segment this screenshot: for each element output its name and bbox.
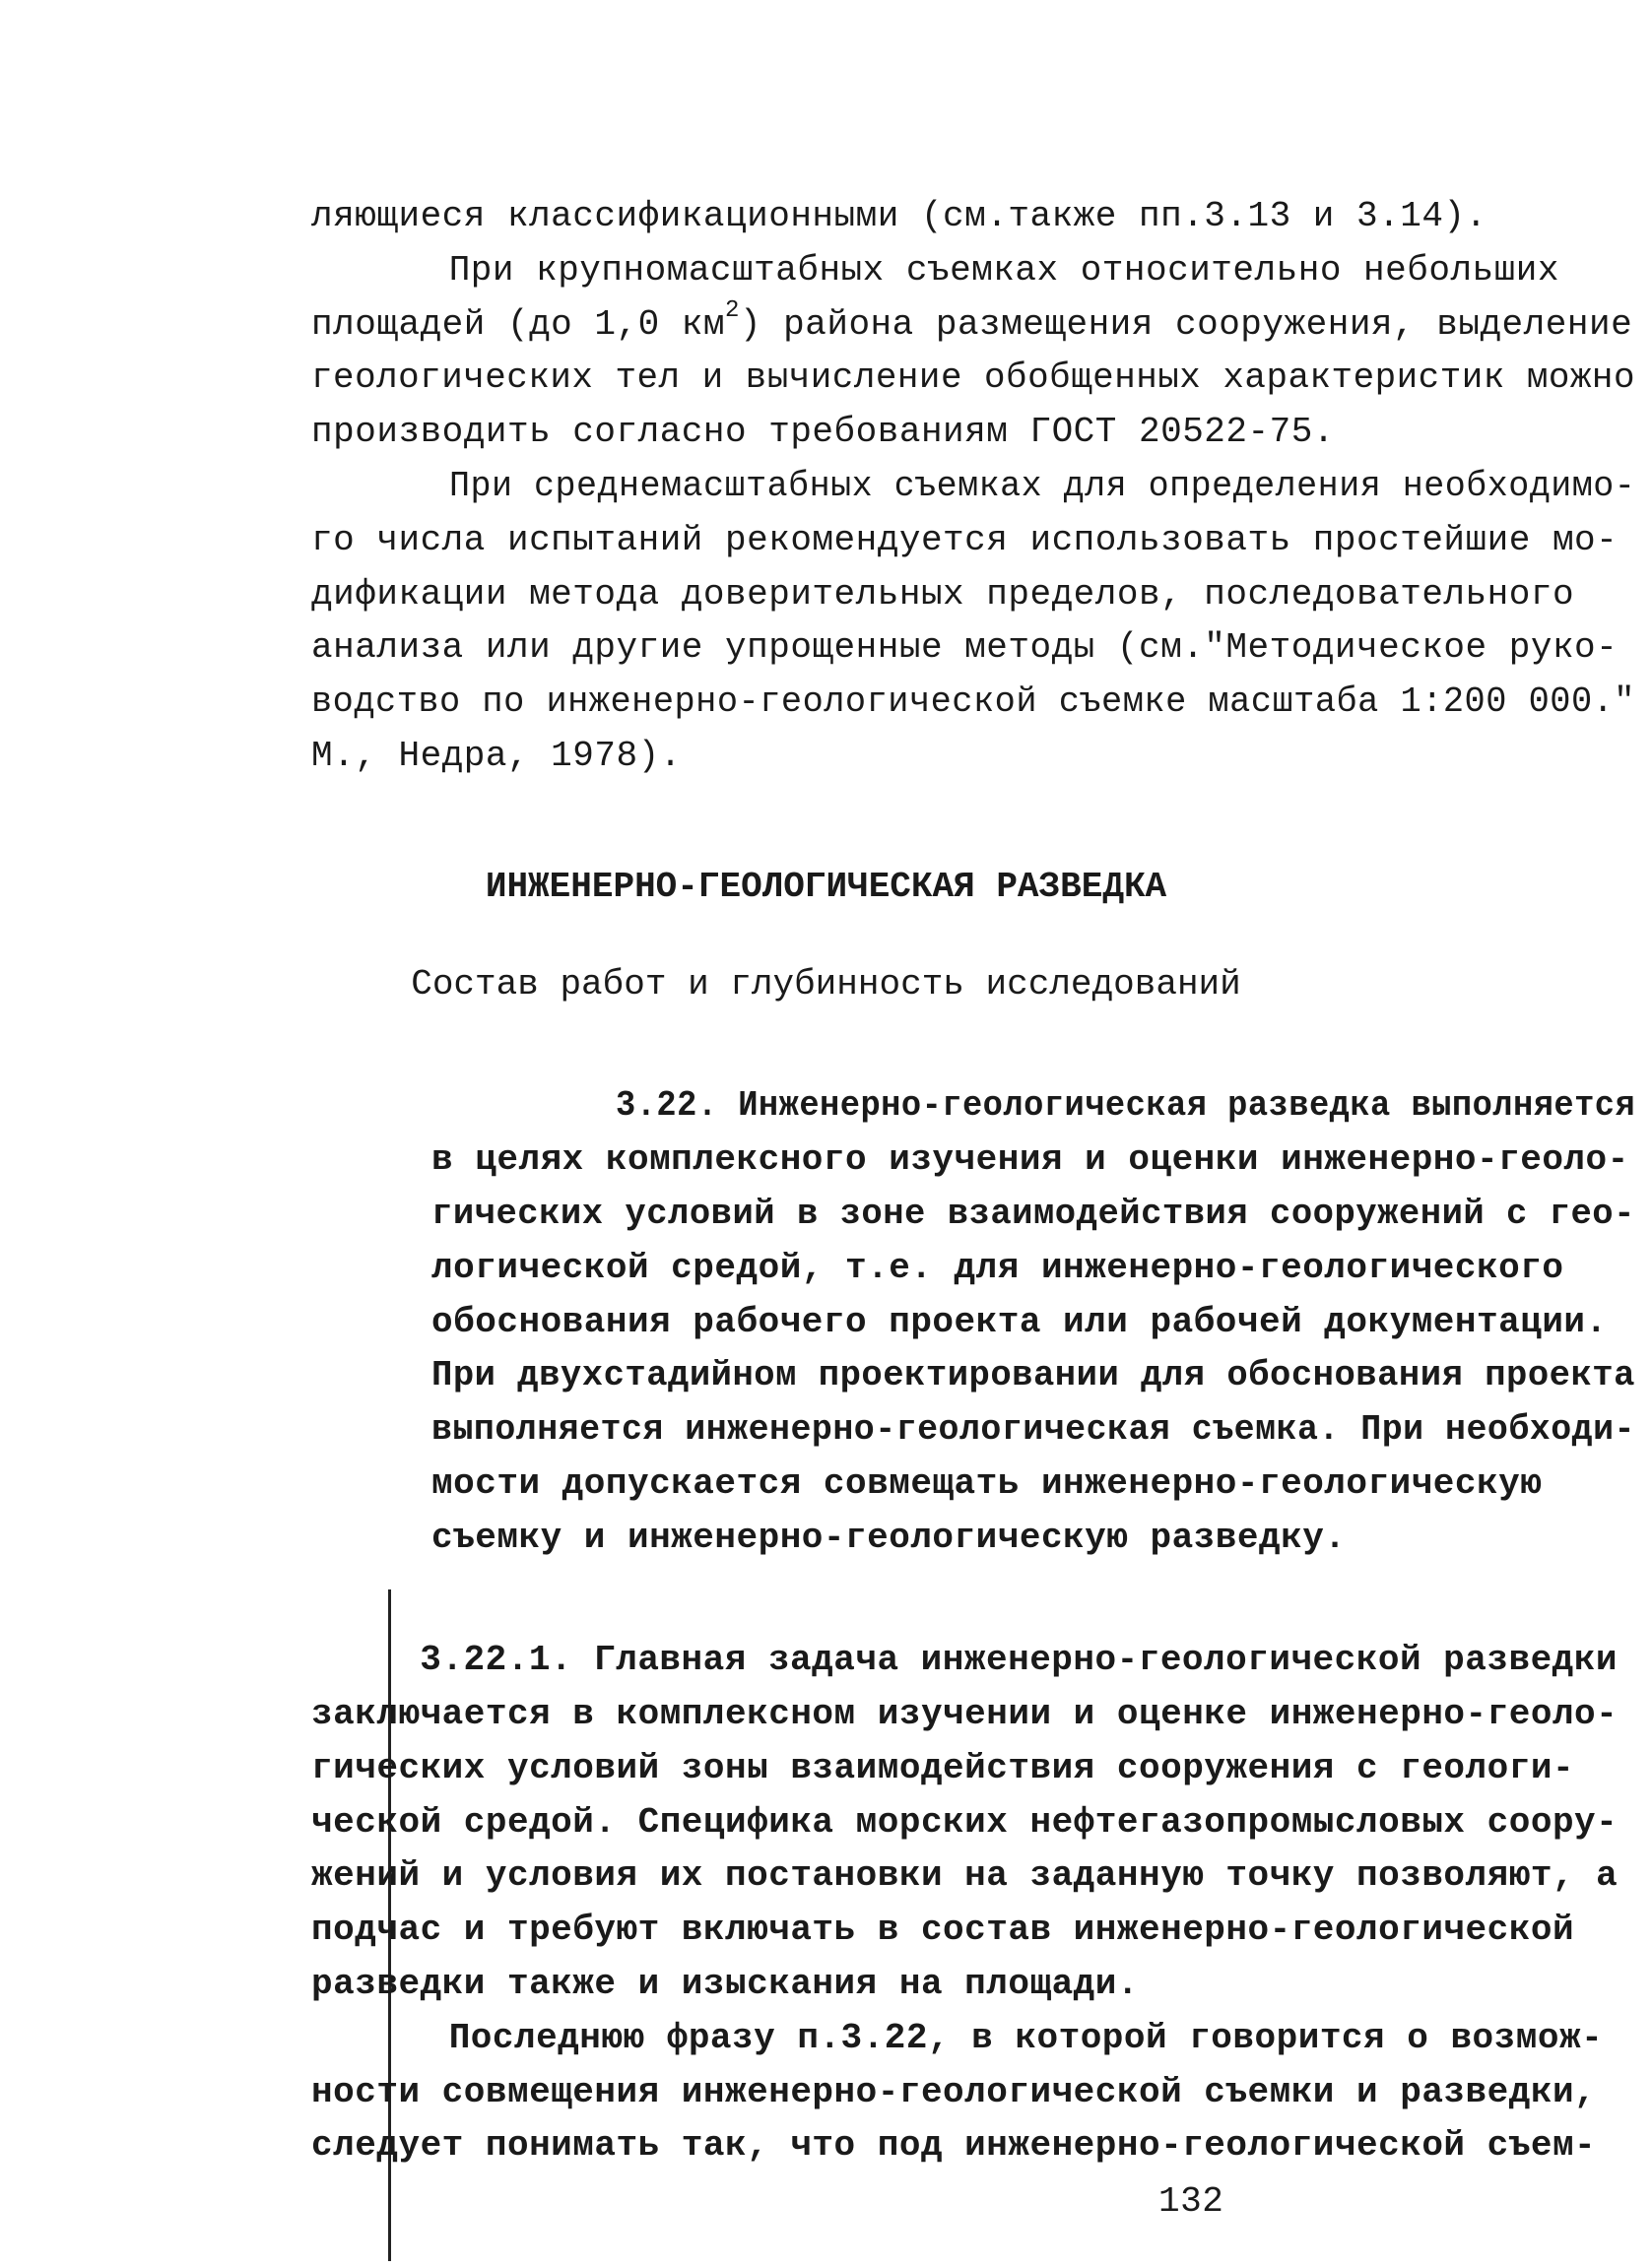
section-subtitle: Состав работ и глубинность исследований — [411, 964, 1241, 1005]
last-para-line-2: ности совмещения инженерно-геологической съемки и разведки, — [311, 2071, 1597, 2112]
large-scale-line-3: геологических тел и вычисление обобщенных характеристик можно — [311, 357, 1636, 399]
clause-3-22-line-3: гических условий в зоне взаимодействия сооружений с гео- — [431, 1193, 1635, 1234]
superscript-two: 2 — [725, 296, 740, 324]
last-para-line-3: следует понимать так, что под инженерно-геологической съем- — [311, 2125, 1597, 2167]
large-scale-line-1: При крупномасштабных съемках относительно небольших — [448, 249, 1559, 291]
clause-3-22-line-1: 3.22. Инженерно-геологическая разведка выполняется — [615, 1085, 1635, 1127]
clause-3-22-line-2: в целях комплексного изучения и оценки инженерно-геоло- — [431, 1139, 1629, 1181]
large-scale-line-4: производить согласно требованиям ГОСТ 20522-75. — [311, 412, 1335, 453]
clause-3-22-line-5: обоснования рабочего проекта или рабочей документации. — [431, 1301, 1608, 1342]
clause-3-22-line-7: выполняется инженерно-геологическая съемка. При необходи- — [431, 1409, 1636, 1451]
section-title: ИНЖЕНЕРНО-ГЕОЛОГИЧЕСКАЯ РАЗВЕДКА — [485, 867, 1167, 908]
medium-scale-line-3: дификации метода доверительных пределов, последовательного — [311, 573, 1575, 615]
clause-3-22-1-line-3: гических условий зоны взаимодействия сооружения с геологи- — [311, 1747, 1575, 1788]
clause-3-22-line-4: логической средой, т.е. для инженерно-геологического — [431, 1247, 1564, 1288]
clause-3-22-line-8: мости допускается совмещать инженерно-геологическую — [431, 1462, 1543, 1504]
intro-line: ляющиеся классификационными (см.также пп.3.13 и 3.14). — [311, 195, 1487, 236]
clause-3-22-1-line-2: заключается в комплексном изучении и оценке инженерно-геоло- — [311, 1693, 1619, 1734]
clause-3-22-1-line-5: жений и условия их постановки на заданную точку позволяют, а — [311, 1855, 1619, 1897]
clause-3-22-line-6: При двухстадийном проектировании для обоснования проекта — [431, 1355, 1635, 1396]
clause-3-22-1-line-4: ческой средой. Специфика морских нефтегазопромысловых соору- — [311, 1801, 1619, 1843]
medium-scale-line-4: анализа или другие упрощенные методы (см."Методическое руко- — [311, 627, 1619, 669]
clause-3-22-1-line-7: разведки также и изыскания на площади. — [311, 1963, 1139, 2004]
medium-scale-line-5: водство по инженерно-геологической съемке масштаба 1:200 000." — [311, 681, 1636, 723]
medium-scale-line-6: М., Недра, 1978). — [311, 735, 682, 776]
large-scale-line-2: площадей (до 1,0 $км^2$) района размещения сооружения, выделение — [311, 296, 1633, 345]
medium-scale-line-2: го числа испытаний рекомендуется использовать простейшие мо- — [311, 519, 1619, 560]
clause-3-22-1-line-6: подчас и требуют включать в состав инженерно-геологической — [311, 1910, 1575, 1951]
clause-3-22-line-9: съемку и инженерно-геологическую разведку. — [431, 1517, 1347, 1558]
page-number: 132 — [1158, 2180, 1224, 2222]
medium-scale-line-1: При среднемасштабных съемках для определения необходимо- — [448, 465, 1635, 506]
last-para-line-1: Последнюю фразу п.3.22, в которой говорится о возмож- — [448, 2017, 1604, 2058]
clause-3-22-1-line-1: 3.22.1. Главная задача инженерно-геологической разведки — [420, 1640, 1618, 1681]
